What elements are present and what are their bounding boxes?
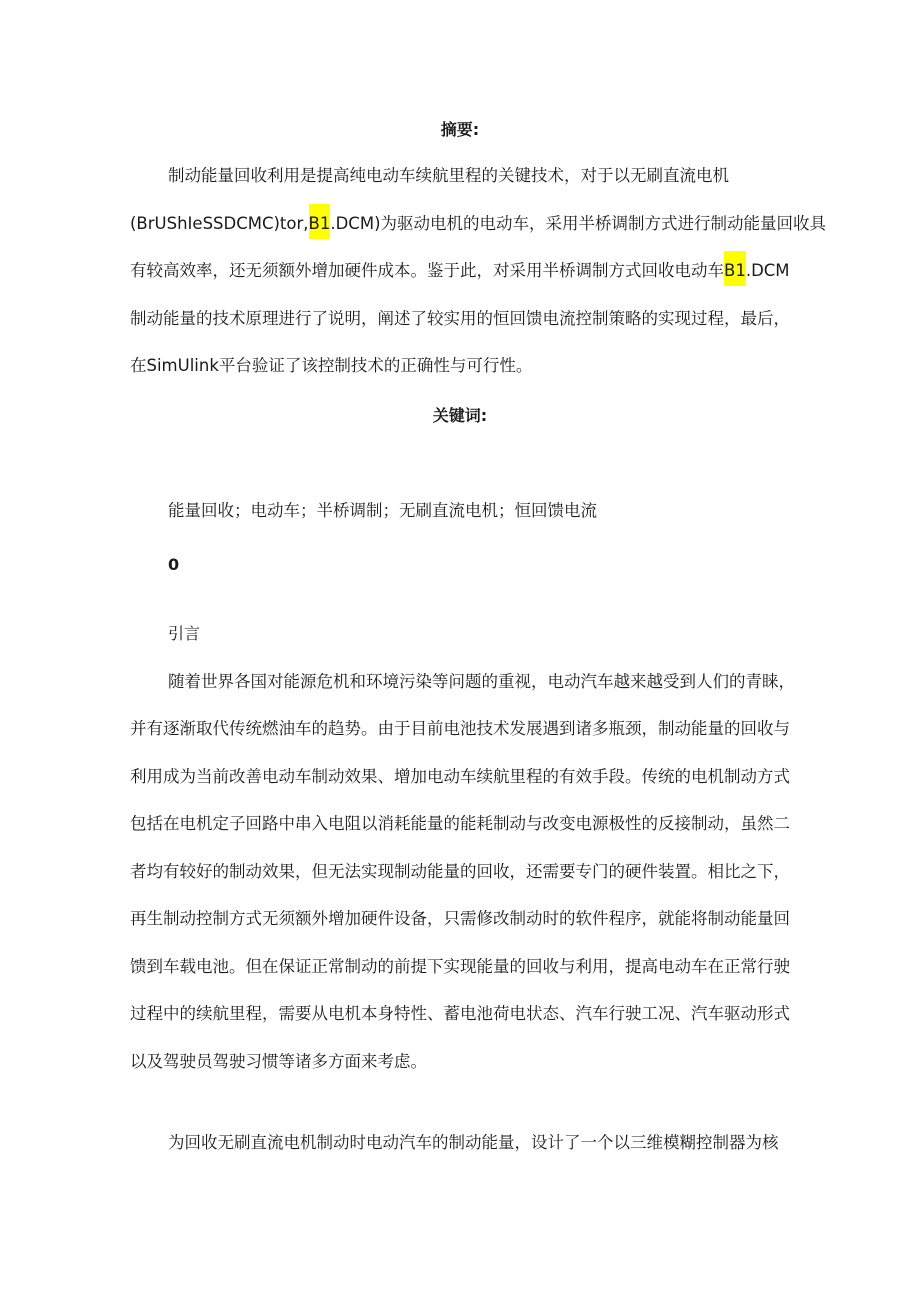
abstract-line-1: 制动能量回收利用是提高纯电动车续航里程的关键技术，对于以无刷直流电机 (168, 166, 729, 185)
body-para2-line-1: 为回收无刷直流电机制动时电动汽车的制动能量，设计了一个以三维模糊控制器为核 (168, 1133, 779, 1152)
abstract-line-5-prefix: 在 (130, 356, 147, 375)
abstract-line-2-text: 为驱动电机的电动车，采用半桥调制方式进行制动能量回收具 (380, 214, 827, 233)
section-title: 引言 (168, 624, 201, 643)
abstract-line-5-text: 平台验证了该控制技术的正确性与可行性。 (218, 356, 533, 375)
abstract-line-5-latin: SimUlink (146, 356, 219, 375)
abstract-line-3-text: 有较高效率，还无须额外增加硬件成本。鉴于此，对采用半桥调制方式回收电动车 (130, 261, 724, 280)
body-para1-line-2: 并有逐渐取代传统燃油车的趋势。由于目前电池技术发展遇到诸多瓶颈，制动能量的回收与 (130, 719, 790, 738)
abstract-line-2-suffix: .DCM) (330, 214, 381, 233)
body-para1-line-3: 利用成为当前改善电动车制动效果、增加电动车续航里程的有效手段。传统的电机制动方式 (130, 767, 790, 786)
abstract-line-2 (130, 213, 826, 235)
body-para1-line-6: 再生制动控制方式无须额外增加硬件设备，只需修改制动时的软件程序，就能将制动能量回 (130, 909, 790, 928)
highlight-b1-first: B1 (309, 204, 331, 239)
body-para1-line-1: 随着世界各国对能源危机和环境污染等问题的重视，电动汽车越来越受到人们的青睐， (168, 672, 795, 691)
keywords-heading: 关键词: (432, 406, 488, 425)
abstract-line-5 (130, 355, 532, 377)
body-para1-line-7: 馈到车载电池。但在保证正常制动的前提下实现能量的回收与利用，提高电动车在正常行驶 (130, 957, 790, 976)
keywords-text: 能量回收；电动车；半桥调制；无刷直流电机；恒回馈电流 (168, 501, 597, 520)
body-para1-line-8: 过程中的续航里程，需要从电机本身特性、蓄电池荷电状态、汽车行驶工况、汽车驱动形式 (130, 1004, 790, 1023)
body-para1-line-4: 包括在电机定子回路中串入电阻以消耗能量的能耗制动与改变电源极性的反接制动，虽然二 (130, 814, 790, 833)
section-number: 0 (168, 555, 180, 574)
abstract-line-3 (130, 260, 790, 282)
body-para1-line-9: 以及驾驶员驾驶习惯等诸多方面来考虑。 (130, 1052, 427, 1071)
abstract-line-3-suffix: .DCM (745, 261, 790, 280)
abstract-heading: 摘要: (440, 120, 480, 139)
abstract-line-2-prefix: (BrUShIeSSDCMC)tor, (130, 214, 309, 233)
abstract-line-4: 制动能量的技术原理进行了说明，阐述了较实用的恒回馈电流控制策略的实现过程，最后， (130, 309, 790, 328)
highlight-b1-second: B1 (724, 251, 746, 286)
body-para1-line-5: 者均有较好的制动效果，但无法实现制动能量的回收，还需要专门的硬件装置。相比之下， (130, 862, 790, 881)
